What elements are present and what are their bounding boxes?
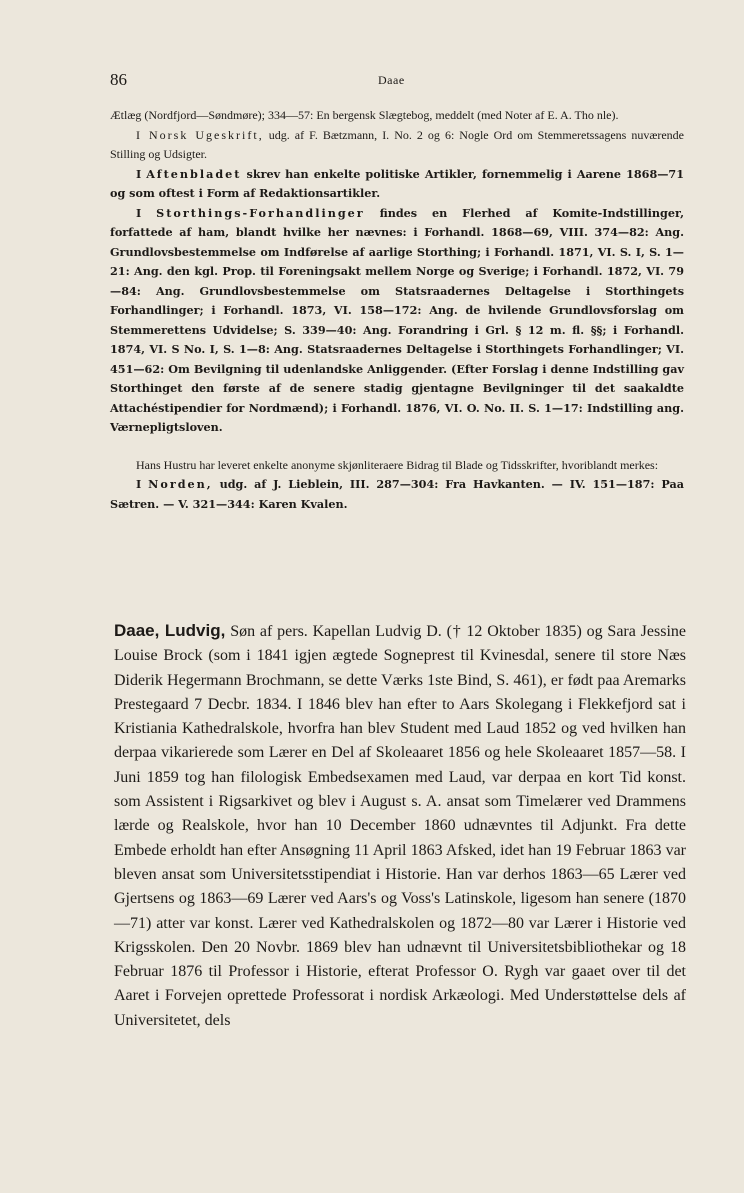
publication-name: I Norsk Ugeskrift, [136,127,264,142]
entry-headword: Daae, Ludvig, [114,621,226,640]
publication-name: Aftenbladet [146,166,242,181]
entry-text: udg. af J. Lieblein, III. 287—304: Fra Havkanten. — IV. 151—187: Paa Sætren. — V. 321—344: Karen Kvalen. [110,477,684,511]
entry-text: findes en Flerhed af Komite-Indstillinger, forfattede af ham, blandt hvilke her nævnes: i Forhandl. 1868—69, VIII. 374—82: Ang. Grundlovsbestemmelse om Indførelse af aarlige Storthing; i Forhandl. 1871, VI. S. I, S. 1—21: Ang. den kgl. Prop. til Foreningsakt mellem Norge og Sverige; i Forhandl. 1872, VI. 79—84: Ang. Grundlovsbestemmelse om Statsraadernes Deltagelse i Storthingets Forhandlinger; i Forhandl. 1873, VI. 158—172: Ang. de hvilende Grundlovsforslag om Stemmerettens Udvidelse; S. 339—40: Ang. Forandring i Grl. § 12 m. fl. §§; i Forhandl. 1874, VI. S No. I, S. 1—8: Ang. Statsraadernes Deltagelse i Storthingets Forhandlinger; VI. 451—62: Om Bevilgning til udenlandske Anliggender. (Efter Forslag i denne Indstilling gav Storthinget den første af de senere stadig gjentagne Bevilgninger til det saakaldte Attachéstipendier for Nordmænd); i Forhandl. 1876, VI. O. No. II. S. 1—17: Indstilling ang. Værnepligtsloven. [110,205,684,434]
entry-continuation: Ætlæg (Nordfjord—Søndmøre); 334—57: En bergensk Slægtebog, meddelt (med Noter af E. A. Tho nle). [110,108,619,122]
page-header [110,70,680,92]
entry-aftenbladet [110,165,684,204]
entry-norden [110,475,684,514]
entry-wife-contributions: Hans Hustru har leveret enkelte anonyme skjønliteraere Bidrag til Blade og Tidsskrifter, hvoriblandt merkes: [136,457,659,472]
entry-prefix: I [136,477,142,491]
page-number: 86 [110,70,127,89]
publication-name: Storthings-Forhandlinger [156,205,365,220]
running-title: Daae [378,73,405,87]
biography-paragraph [114,619,686,1033]
entry-prefix: I [136,205,142,220]
entry-text: udg. af F. Bætzmann, I. No. 2 og 6: Nogle Ord om Stemmeretssagens nuværende Stilling og Udsigter. [110,127,685,161]
publication-name: Norden, [148,477,213,491]
entry-norsk-ugeskrift [110,126,684,165]
bibliography-block [110,106,684,514]
biography-text: Søn af pers. Kapellan Ludvig D. († 12 Oktober 1835) og Sara Jessine Louise Brock (som i 1841 igjen ægtede Sogneprest til Kvinesdal, senere til store Næs Diderik Hegermann Brochmann, se dette Værks 1ste Bind, S. 461), er født paa Aremarks Prestegaard 7 Decbr. 1834. I 1846 blev han efter to Aars Skolegang i Flekkefjord sat i Kristiania Kathedralskole, hvorfra han blev Student med Laud 1852 og ved hvilken han derpaa vikarierede som Lærer en Del af Skoleaaret 1856 og hele Skoleaaret 1857—58. I Juni 1859 tog han filologisk Embedsexamen med Laud, var derpaa en kort Tid konst. som Assistent i Rigsarkivet og blev i August s. A. ansat som Timelærer ved Drammens lærde og Realskole, hvor han 10 December 1860 udnævntes til Adjunkt. Fra dette Embede erholdt han efter Ansøgning 11 April 1863 Afsked, idet han 19 Februar 1863 var bleven ansat som Universitetsstipendiat i Historie. Han var derhos 1863—65 Lærer ved Gjertsens og 1863—69 Lærer ved Aars's og Voss's Latinskole, ligesom han senere (1870—71) atter var konst. Lærer ved Kathedralskolen og 1872—80 var Lærer i Historie ved Krigsskolen. Den 20 Novbr. 1869 blev han udnævnt til Universitetsbibliothekar og 18 Februar 1876 til Professor i Historie, efterat Professor O. Rygh var gaaet over til det Aaret i Forvejen oprettede Professorat i nordisk Arkæologi. Med Understøttelse dels af Universitetet, dels [114,623,687,1029]
entry-storthings-forhandlinger [110,204,684,438]
entry-prefix: I [136,166,142,181]
biography-block [114,619,686,1033]
entry-text: skrev han enkelte politiske Artikler, fornemmelig i Aarene 1868—71 og som oftest i Form af Redaktionsartikler. [110,166,684,200]
